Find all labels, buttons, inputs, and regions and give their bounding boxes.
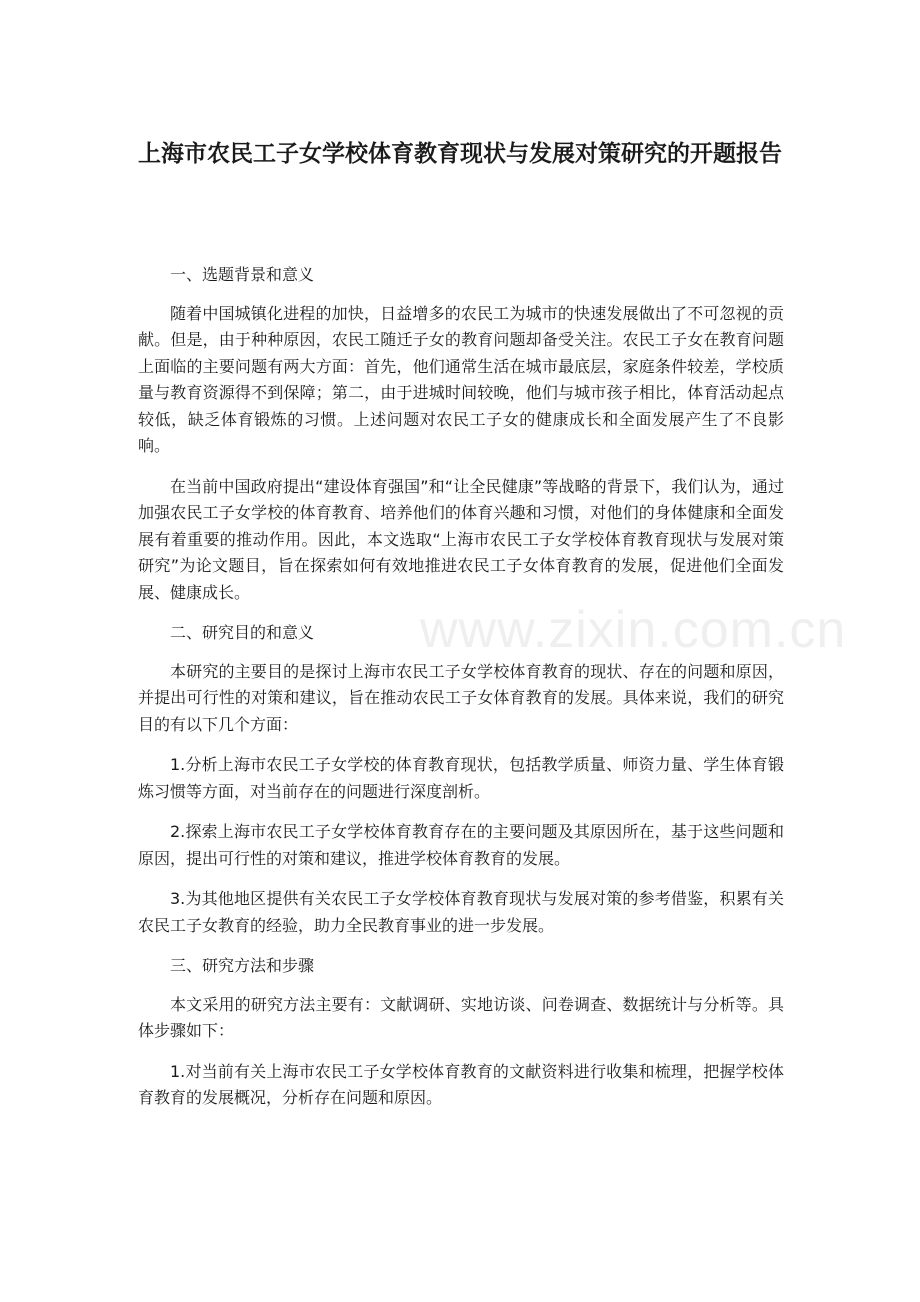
list-item: 2.探索上海市农民工子女学校体育教育存在的主要问题及其原因所在，基于这些问题和原因，提出可行性的对策和建议，推进学校体育教育的发展。 (138, 822, 784, 868)
paragraph: 在当前中国政府提出“建设体育强国”和“让全民健康”等战略的背景下，我们认为，通过加强农民工子女学校的体育教育、培养他们的体育兴趣和习惯，对他们的身体健康和全面发展有着重要的推动作用。因此，本文选取“上海市农民工子女学校体育教育现状与发展对策研究”为论文题目，旨在探索如何有效地推进农民工子女体育教育的发展，促进他们全面发展、健康成长。 (138, 476, 784, 602)
section-heading-3: 三、研究方法和步骤 (170, 956, 315, 975)
section-heading-1: 一、选题背景和意义 (170, 265, 315, 284)
paragraph: 随着中国城镇化进程的加快，日益增多的农民工为城市的快速发展做出了不可忽视的贡献。但是，由于种种原因，农民工随迁子女的教育问题却备受关注。农民工子女在教育问题上面临的主要问题有两大方面：首先，他们通常生活在城市最底层，家庭条件较差，学校质量与教育资源得不到保障；第二，由于进城时间较晚，他们与城市孩子相比，体育活动起点较低，缺乏体育锻炼的习惯。上述问题对农民工子女的健康成长和全面发展产生了不良影响。 (138, 303, 784, 455)
paragraph: 本研究的主要目的是探讨上海市农民工子女学校体育教育的现状、存在的问题和原因，并提出可行性的对策和建议，旨在推动农民工子女体育教育的发展。具体来说，我们的研究目的有以下几个方面： (138, 661, 784, 734)
document-body (138, 262, 784, 1126)
watermark: www.zixin.com.cn (420, 601, 847, 659)
section-heading-2: 二、研究目的和意义 (170, 623, 315, 642)
document-title: 上海市农民工子女学校体育教育现状与发展对策研究的开题报告 (138, 141, 782, 167)
paragraph: 本文采用的研究方法主要有：文献调研、实地访谈、问卷调查、数据统计与分析等。具体步骤如下： (138, 994, 784, 1040)
list-item: 1.对当前有关上海市农民工子女学校体育教育的文献资料进行收集和梳理，把握学校体育教育的发展概况，分析存在问题和原因。 (138, 1061, 784, 1107)
list-item: 1.分析上海市农民工子女学校的体育教育现状，包括教学质量、师资力量、学生体育锻炼习惯等方面，对当前存在的问题进行深度剖析。 (138, 755, 784, 801)
list-item: 3.为其他地区提供有关农民工子女学校体育教育现状与发展对策的参考借鉴，积累有关农民工子女教育的经验，助力全民教育事业的进一步发展。 (138, 889, 784, 935)
